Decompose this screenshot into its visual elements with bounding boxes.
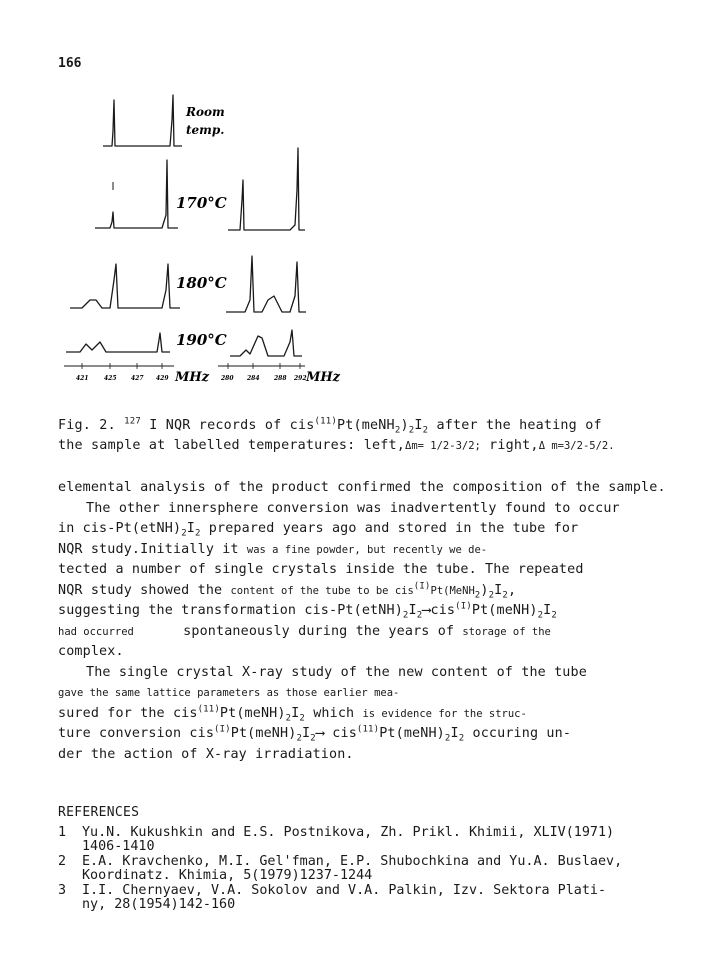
- trace-170c-right: [228, 148, 305, 230]
- page-number: 166: [58, 56, 82, 71]
- label-170c: 170°C: [176, 194, 227, 212]
- paragraph-2-line-5: NQR study showed the content of the tube to be $cis^{(I)}Pt(MeNH_2)_2I_2$,: [58, 581, 517, 601]
- trace-180c-left: [70, 264, 180, 308]
- tick-right-1: 284: [247, 375, 260, 382]
- paragraph-2-line-6: suggesting the transformation cis-$Pt(etNH)_2I_2⟶cis^{(I)}Pt(meNH)_2I_2$: [58, 601, 557, 621]
- paragraph-3-line-4: ture conversion $cis^{(I)}Pt(meNH)_2I_2⟶$ $cis^{(11)}Pt(meNH)_2I_2$ occuring un-: [58, 724, 572, 744]
- tick-right-0: 280: [221, 375, 234, 382]
- references-heading: REFERENCES: [58, 805, 140, 820]
- body-text: [58, 478, 698, 765]
- label-190c: 190°C: [176, 331, 227, 349]
- axis-unit-right: MHz: [306, 370, 341, 385]
- paragraph-2-line-1: The other innersphere conversion was inadvertently found to occur: [86, 500, 620, 516]
- trace-170c-left: [95, 160, 178, 228]
- label-180c: 180°C: [176, 274, 227, 292]
- tick-left-3: 429: [156, 375, 169, 382]
- paragraph-3-line-1: The single crystal X-ray study of the new content of the tube: [86, 664, 587, 680]
- tick-right-2: 288: [274, 375, 287, 382]
- trace-190c-left: [66, 333, 170, 352]
- tick-right-3: 292: [294, 375, 307, 382]
- paragraph-2-line-4: tected a number of single crystals inside the tube. The repeated: [58, 562, 584, 577]
- trace-180c-right: [226, 256, 306, 312]
- axis-unit-left: MHz: [175, 370, 210, 385]
- trace-190c-right: [230, 330, 302, 356]
- reference-item: 1 Yu.N. Kukushkin and E.S. Postnikova, Zh. Prikl. Khimii, XLIV(1971) 1406-1410: [58, 825, 615, 854]
- paragraph-2-line-3: NQR study.Initially it was a fine powder, but recently we de-: [58, 541, 488, 557]
- references-section: [58, 806, 708, 913]
- paragraph-2-line-8: complex.: [58, 644, 124, 659]
- paragraph-2-line-7: had occurred spontaneously during the years of storage of the: [58, 623, 551, 639]
- reference-item: 3 I.I. Chernyaev, V.A. Sokolov and V.A. Palkin, Izv. Sektora Plati- ny, 28(1954)142-160: [58, 883, 607, 912]
- label-temp: temp.: [186, 123, 225, 137]
- trace-room-temp: [103, 95, 182, 146]
- paragraph-3-line-5: der the action of X-ray irradiation.: [58, 746, 354, 762]
- paragraph-2-line-2: in cis-$Pt(etNH)_2I_2$ prepared years ago and stored in the tube for: [58, 521, 579, 539]
- tick-left-2: 427: [131, 375, 144, 382]
- paragraph-1: elemental analysis of the product confirmed the composition of the sample.: [58, 480, 666, 495]
- figure-caption: Fig. 2. $^{127}$ I NQR records of $cis^{(11)}Pt(meNH_2)_2I_2$ after the heating of the sample at labelled temperatures: left,Δm= 1/2-3/2; right,Δ m=3/2-5/2.: [58, 416, 615, 453]
- tick-left-0: 421: [76, 375, 89, 382]
- tick-left-1: 425: [104, 375, 117, 382]
- paragraph-3-line-2: gave the same lattice parameters as those earlier mea-: [58, 687, 400, 699]
- paragraph-3-line-3: sured for the $cis^{(11)}Pt(meNH)_2I_2$ which is evidence for the struc-: [58, 704, 527, 724]
- nqr-spectra-figure: [0, 0, 720, 400]
- reference-item: 2 E.A. Kravchenko, M.I. Gel'fman, E.P. Shubochkina and Yu.A. Buslaev, Koordinatz. Khimia, 5(1979)1237-1244: [58, 854, 623, 883]
- label-room: Room: [186, 105, 225, 119]
